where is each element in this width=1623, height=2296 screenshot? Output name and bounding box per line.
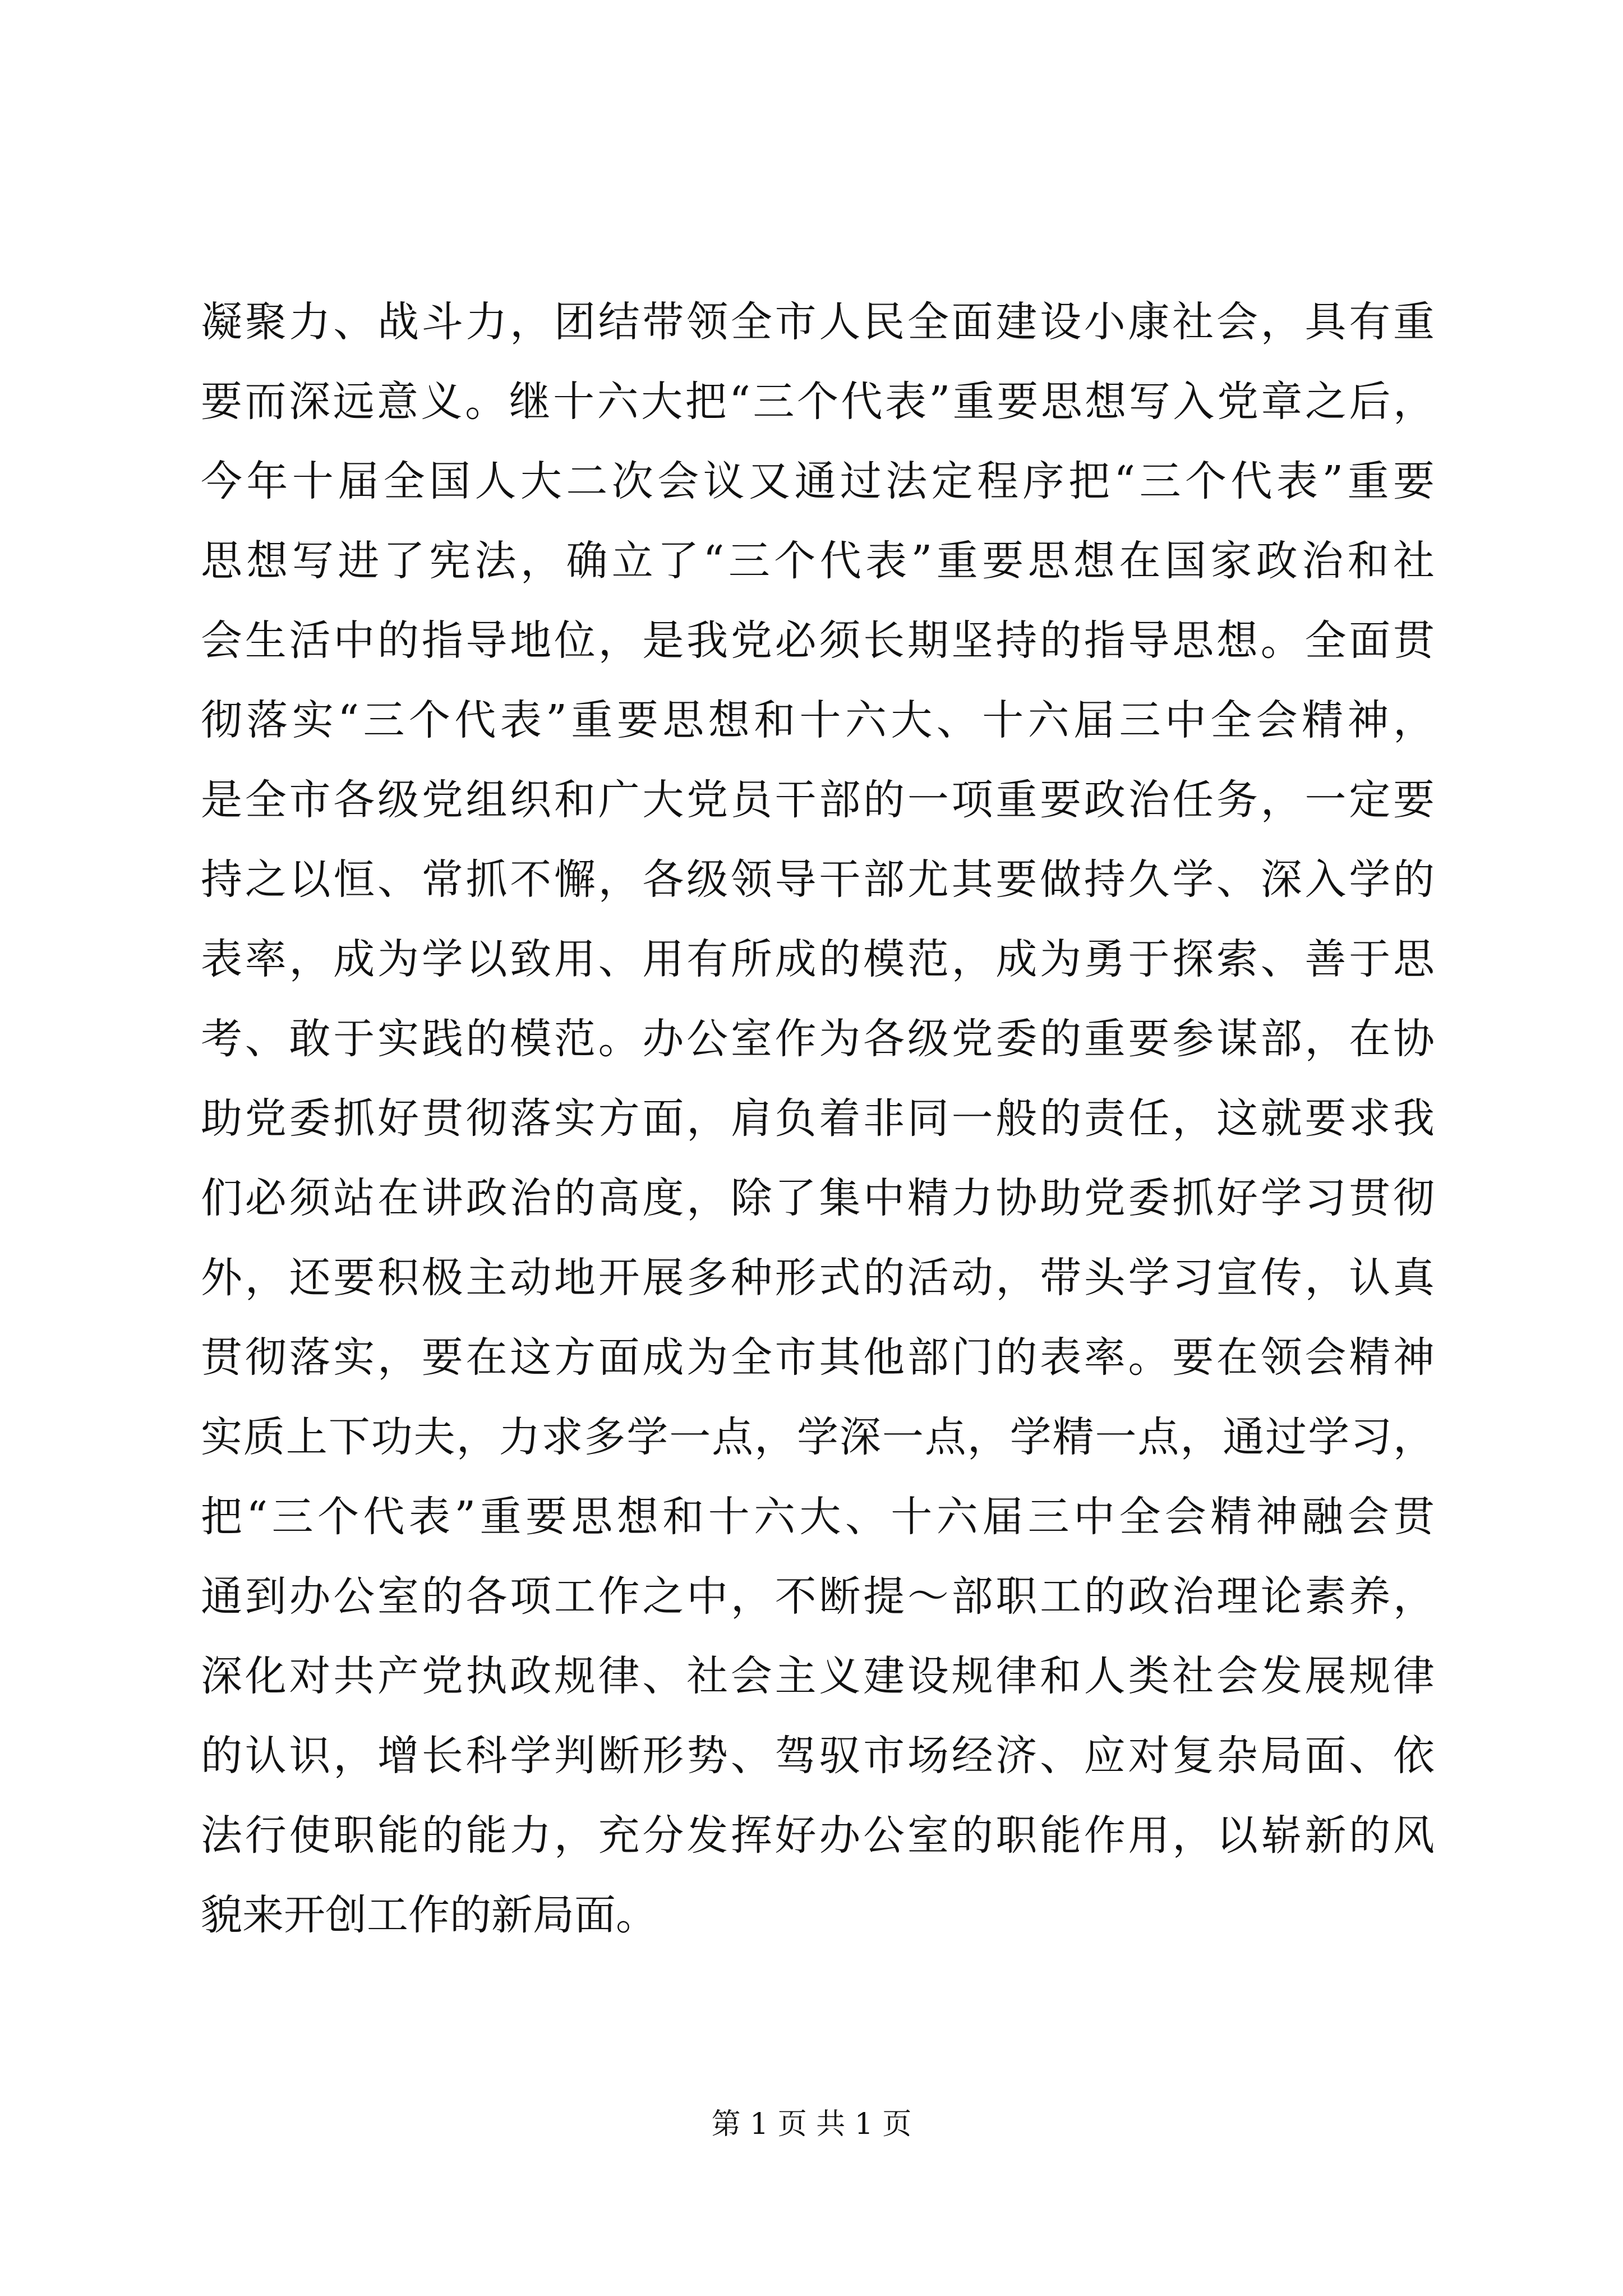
text-line: 通到办公室的各项工作之中，不断提～部职工的政治理论素养，: [201, 1572, 1435, 1621]
text-line: 法行使职能的能力，充分发挥好办公室的职能作用，以崭新的风: [201, 1811, 1435, 1860]
text-line: 把“三个代表”重要思想和十六大、十六届三中全会精神融会贯: [201, 1493, 1435, 1541]
text-line: 考、敢于实践的模范。办公室作为各级党委的重要参谋部，在协: [201, 1015, 1435, 1063]
text-line: 思想写进了宪法，确立了“三个代表”重要思想在国家政治和社: [201, 537, 1435, 585]
text-line: 是全市各级党组织和广大党员干部的一项重要政治任务，一定要: [201, 776, 1435, 824]
text-line: 貌来开创工作的新局面。: [201, 1891, 657, 1939]
text-line: 持之以恒、常抓不懈，各级领导干部尤其要做持久学、深入学的: [201, 855, 1435, 904]
text-line: 贯彻落实，要在这方面成为全市其他部门的表率。要在领会精神: [201, 1333, 1435, 1382]
text-line: 彻落实“三个代表”重要思想和十六大、十六届三中全会精神，: [201, 696, 1435, 744]
text-line: 们必须站在讲政治的高度，除了集中精力协助党委抓好学习贯彻: [201, 1174, 1435, 1222]
page-footer: 第 1 页 共 1 页: [711, 2108, 912, 2141]
text-line: 今年十届全国人大二次会议又通过法定程序把“三个代表”重要: [201, 457, 1435, 505]
text-line: 深化对共产党执政规律、社会主义建设规律和人类社会发展规律: [201, 1652, 1435, 1700]
text-line: 表率，成为学以致用、用有所成的模范，成为勇于探索、善于思: [201, 935, 1435, 983]
text-line: 凝聚力、战斗力，团结带领全市人民全面建设小康社会，具有重: [201, 298, 1435, 346]
text-line: 会生活中的指导地位，是我党必须长期坚持的指导思想。全面贯: [201, 616, 1435, 665]
text-line: 外，还要积极主动地开展多种形式的活动，带头学习宣传，认真: [201, 1254, 1435, 1302]
text-line: 助党委抓好贯彻落实方面，肩负着非同一般的责任，这就要求我: [201, 1094, 1435, 1143]
text-line: 实质上下功夫，力求多学一点，学深一点，学精一点，通过学习，: [201, 1413, 1435, 1461]
text-line: 的认识，增长科学判断形势、驾驭市场经济、应对复杂局面、依: [201, 1732, 1435, 1780]
text-line: 要而深远意义。继十六大把“三个代表”重要思想写入党章之后，: [201, 378, 1435, 426]
